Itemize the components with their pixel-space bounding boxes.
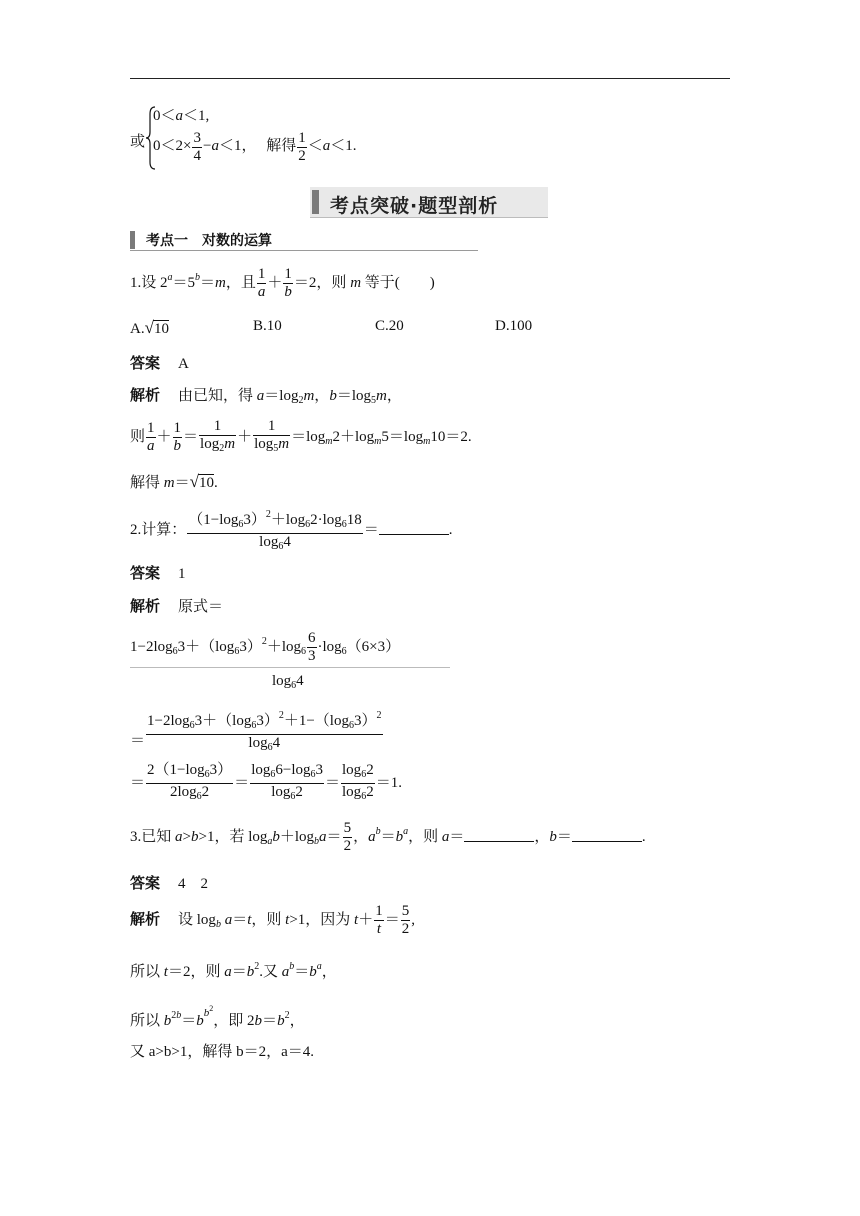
- q2-answer: 答案 1: [130, 565, 186, 582]
- header-rule: [130, 78, 730, 79]
- q1-statement: 1.设 $2^a=5^b=m$，且 $\frac{1}{a}$ ＋ $\frac{1}{b}$ ＝2，则 m 等于( ): [130, 266, 435, 300]
- topic-bar: [130, 231, 135, 249]
- section-title: 考点突破·题型剖析: [330, 195, 499, 217]
- q1-option-c: C.20: [375, 318, 404, 334]
- q1-answer: 答案 A: [130, 355, 189, 372]
- q2-step3: ＝ $\frac{2(1-\log_63)}{2\log_62}$ ＝ $\frac{\log_66-\log_63}{\log_62}$ ＝ $\frac{\log_62}{\log_62}$ ＝1.: [130, 762, 402, 802]
- q2-step1-fraction-bar: [130, 667, 450, 668]
- q1-option-d: D.100: [495, 318, 533, 334]
- q2-statement: 2.计算： $\frac{(1-\log_63)^2+\log_62\cdot\log_618}{\log_64}$ ＝ .: [130, 506, 453, 555]
- topic-heading: [130, 230, 478, 251]
- q2-step2: ＝ $\frac{1-2\log_63+(\log_63)^2+1-(\log_63)^2}{\log_64}$: [130, 707, 384, 756]
- q3-analysis-3: 所以 $b^{2b}=b^{b^2}$，即 $2b=b^2$，: [130, 1004, 305, 1029]
- topic-title: 考点一 对数的运算: [146, 233, 272, 249]
- q3-analysis-1: 解析 设 $\log_b a=t$，则 t>1，因为 t＋ $\frac{1}{t}$ ＝ $\frac{5}{2}$ ,: [130, 903, 415, 937]
- q1-option-b: B.10: [253, 318, 282, 334]
- q3-answer-blank-b[interactable]: [572, 827, 642, 842]
- q2-step1-den: $\log_64$: [272, 673, 304, 691]
- q3-analysis-4: 又 a>b>1，解得 b＝2，a＝4.: [130, 1044, 314, 1060]
- q3-answer: 答案 4 2: [130, 875, 209, 892]
- intro-case1: 0＜a＜1,: [153, 108, 210, 124]
- q1-option-a: A.√10: [130, 318, 169, 337]
- q1-analysis-1: 解析 由已知，得 $a=\log_2m$，$b=\log_5m$，: [130, 387, 402, 406]
- intro-case2: 0＜2× $\frac{3}{4}$ −a＜1， 解得 $\frac{1}{2}$ ＜a＜1.: [153, 130, 357, 164]
- section-banner: [310, 187, 548, 218]
- q2-answer-blank[interactable]: [379, 520, 449, 535]
- q2-analysis-1: 解析 原式＝: [130, 598, 224, 615]
- q3-analysis-2: 所以 t＝2，则 $a=b^2$.又 $a^b=b^a$，: [130, 961, 337, 980]
- or-label: 或: [130, 134, 146, 150]
- q2-step1-num: $1-2\log_63+(\log_63)^2+\log_6$ $\frac{6}{3}$ $\cdot\log_6(6\times 3)$: [130, 630, 401, 664]
- banner-bar: [312, 190, 319, 214]
- q3-statement: 3.已知 a>b>1，若 $\log_ab+\log_ba=$ $\frac{5}{2}$ ，$a^b=b^a$，则 a＝ ，b＝ .: [130, 820, 646, 854]
- q1-analysis-2: 则 $\frac{1}{a}$ ＋ $\frac{1}{b}$ ＝ $\frac{1}{\log_2m}$ ＋ $\frac{1}{\log_5m}$ $=\log_m2+\log_m5=\log_m10=2$.: [130, 418, 472, 454]
- q1-analysis-3: 解得 m＝√10.: [130, 472, 218, 491]
- q3-answer-blank-a[interactable]: [464, 827, 534, 842]
